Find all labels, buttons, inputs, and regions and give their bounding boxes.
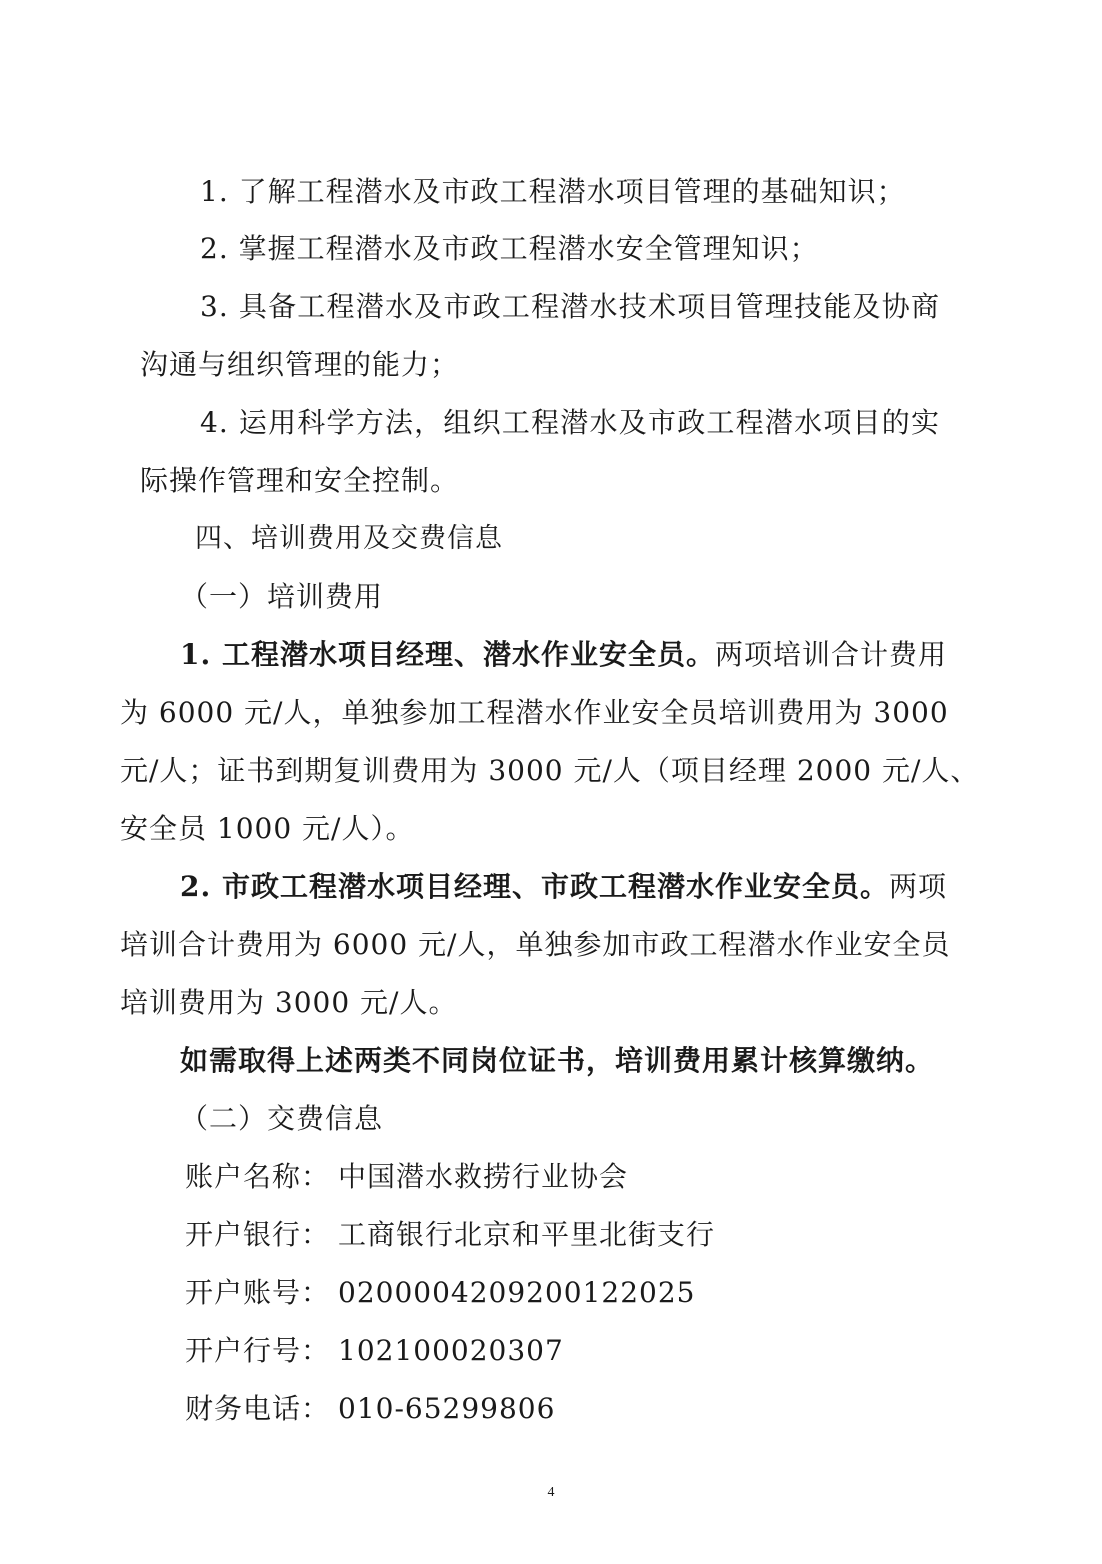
fees-paragraph-2-line-3: 培训费用为 3000 元/人。 <box>120 986 458 1019</box>
account-no-value: 0200004209200122025 <box>338 1276 696 1309</box>
bank-code-value: 102100020307 <box>338 1334 564 1367</box>
account-name-label: 账户名称： <box>185 1160 331 1193</box>
section-heading: 四、培训费用及交费信息 <box>195 523 503 554</box>
fees-paragraph-1-line-3: 元/人；证书到期复训费用为 3000 元/人（项目经理 2000 元/人、 <box>120 754 980 787</box>
objective-item-4-line-2: 际操作管理和安全控制。 <box>140 464 460 497</box>
payment-bank-code-row <box>185 1334 564 1368</box>
fees-paragraph-1-rest: 两项培训合计费用 <box>714 638 947 671</box>
payment-phone-row <box>185 1392 555 1426</box>
fees-paragraph-2-lead: 2. 市政工程潜水项目经理、市政工程潜水作业安全员。 <box>180 870 889 903</box>
payment-bank-row <box>185 1218 715 1252</box>
fees-paragraph-1-line-4: 安全员 1000 元/人）。 <box>120 812 415 845</box>
objective-item-3-line-1: 3. 具备工程潜水及市政工程潜水技术项目管理技能及协商 <box>200 290 940 323</box>
payment-account-name-row <box>185 1160 628 1194</box>
payment-account-no-row <box>185 1276 696 1310</box>
phone-value: 010-65299806 <box>338 1392 556 1425</box>
payment-subtitle: （二）交费信息 <box>180 1102 384 1135</box>
page-number: 4 <box>547 1485 555 1500</box>
fees-note: 如需取得上述两类不同岗位证书，培训费用累计核算缴纳。 <box>180 1044 935 1077</box>
fees-paragraph-1-lead: 1. 工程潜水项目经理、潜水作业安全员。 <box>180 638 715 671</box>
fees-paragraph-2-line-2: 培训合计费用为 6000 元/人，单独参加市政工程潜水作业安全员 <box>120 928 951 961</box>
objective-item-2: 2. 掌握工程潜水及市政工程潜水安全管理知识； <box>200 232 819 265</box>
phone-label: 财务电话： <box>185 1392 331 1425</box>
bank-value: 工商银行北京和平里北街支行 <box>338 1218 716 1251</box>
fees-subtitle: （一）培训费用 <box>180 580 384 613</box>
objective-item-3-line-2: 沟通与组织管理的能力； <box>140 348 460 381</box>
account-name-value: 中国潜水救捞行业协会 <box>338 1160 629 1193</box>
fees-paragraph-1-line-1 <box>180 638 947 672</box>
account-no-label: 开户账号： <box>185 1276 331 1309</box>
bank-label: 开户银行： <box>185 1218 331 1251</box>
objective-item-4-line-1: 4. 运用科学方法，组织工程潜水及市政工程潜水项目的实 <box>200 406 940 439</box>
fees-paragraph-1-line-2: 为 6000 元/人，单独参加工程潜水作业安全员培训费用为 3000 <box>120 696 949 729</box>
bank-code-label: 开户行号： <box>185 1334 331 1367</box>
fees-paragraph-2-rest: 两项 <box>888 870 947 903</box>
fees-paragraph-2-line-1 <box>180 870 947 904</box>
objective-item-1: 1. 了解工程潜水及市政工程潜水项目管理的基础知识； <box>200 175 906 208</box>
